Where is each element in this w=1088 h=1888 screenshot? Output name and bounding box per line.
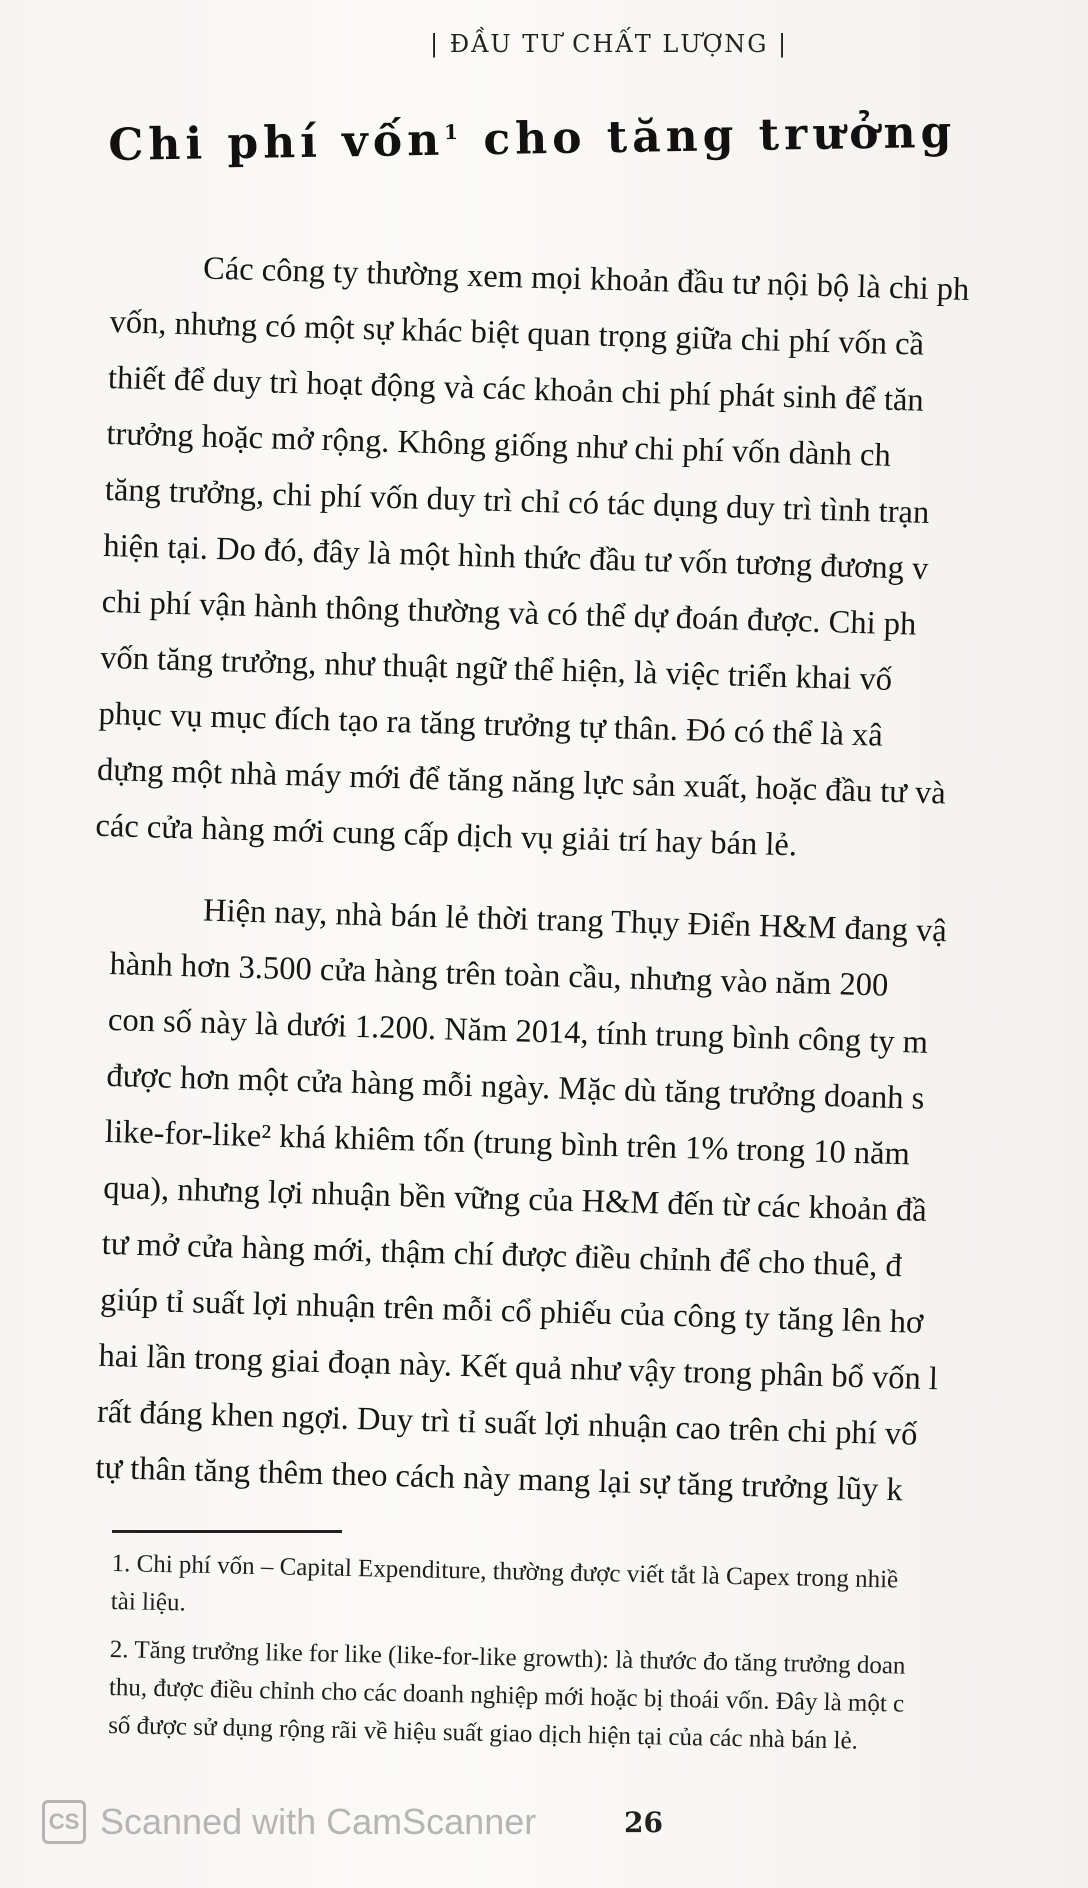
text-line: like-for-like² khá khiêm tốn (trung bình trên 1% trong 10 năm bbox=[104, 1113, 911, 1173]
chapter-title-rest: cho tăng trưởng bbox=[462, 106, 957, 166]
text-line: chi phí vận hành thông thường và có thể dự đoán được. Chi ph bbox=[101, 583, 917, 643]
watermark-text: Scanned with CamScanner bbox=[100, 1801, 537, 1842]
chapter-title-text: Chi phí vốn bbox=[108, 114, 445, 171]
text-line: tư mở cửa hàng mới, thậm chí được điều chỉnh để cho thuê, đ bbox=[101, 1225, 903, 1285]
paragraph-2 bbox=[95, 880, 1082, 1523]
footnote-1 bbox=[110, 1545, 1088, 1642]
page-number: 26 bbox=[624, 1806, 663, 1839]
footnotes bbox=[108, 1545, 1088, 1775]
text-line: thiết để duy trì hoạt động và các khoản chi phí phát sinh để tăn bbox=[107, 359, 925, 419]
text-line: vốn tăng trưởng, như thuật ngữ thể hiện, là việc triển khai vố bbox=[99, 639, 893, 698]
footnote-line: thu, được điều chỉnh cho các doanh nghiệp mới hoặc bị thoái vốn. Đây là một c bbox=[108, 1673, 905, 1718]
text-line: Các công ty thường xem mọi khoản đầu tư nội bộ là chi ph bbox=[202, 250, 970, 308]
paragraph-1 bbox=[95, 238, 1082, 881]
text-line: tăng trưởng, chi phí vốn duy trì chỉ có tác dụng duy trì tình trạn bbox=[104, 471, 930, 531]
text-line: trưởng hoặc mở rộng. Không giống như chi phí vốn dành ch bbox=[106, 415, 892, 474]
chapter-title bbox=[108, 106, 1009, 171]
text-line: hành hơn 3.500 cửa hàng trên toàn cầu, nhưng vào năm 200 bbox=[109, 945, 889, 1004]
text-line: các cửa hàng mới cung cấp dịch vụ giải trí hay bán lẻ. bbox=[95, 807, 798, 864]
footnote-divider bbox=[112, 1530, 342, 1533]
text-line: phục vụ mục đích tạo ra tăng trưởng tự thân. Đó có thể là xâ bbox=[98, 695, 884, 754]
footnote-line: 1. Chi phí vốn – Capital Expenditure, thường được viết tắt là Capex trong nhiề bbox=[111, 1549, 899, 1594]
text-line: dựng một nhà máy mới để tăng năng lực sản xuất, hoặc đầu tư và bbox=[96, 751, 947, 812]
text-line: hai lần trong giai đoạn này. Kết quả như vậy trong phân bổ vốn l bbox=[98, 1337, 939, 1398]
text-line: vốn, nhưng có một sự khác biệt quan trọng giữa chi phí vốn cầ bbox=[109, 303, 925, 363]
footnote-line: số được sử dụng rộng rãi về hiệu suất giao dịch hiện tại của các nhà bán lẻ. bbox=[107, 1711, 859, 1755]
text-line: được hơn một cửa hàng mỗi ngày. Mặc dù tăng trưởng doanh s bbox=[106, 1057, 925, 1117]
text-line: rất đáng khen ngợi. Duy trì tỉ suất lợi nhuận cao trên chi phí vố bbox=[96, 1393, 918, 1453]
footnote-line: tài liệu. bbox=[110, 1587, 187, 1617]
text-line: tự thân tăng thêm theo cách này mang lại sự tăng trưởng lũy k bbox=[95, 1449, 904, 1509]
text-line: Hiện nay, nhà bán lẻ thời trang Thụy Điển H&M đang vậ bbox=[202, 892, 948, 950]
text-line: giúp tỉ suất lợi nhuận trên mỗi cổ phiếu của công ty tăng lên hơ bbox=[99, 1281, 924, 1341]
camscanner-watermark bbox=[42, 1800, 536, 1844]
camscanner-logo-icon: CS bbox=[42, 1800, 86, 1844]
text-line: qua), nhưng lợi nhuận bền vững của H&M đến từ các khoản đầ bbox=[102, 1169, 928, 1229]
running-head: | ĐẦU TƯ CHẤT LƯỢNG | bbox=[430, 30, 789, 58]
text-line: con số này là dưới 1.200. Năm 2014, tính trung bình công ty m bbox=[107, 1001, 929, 1061]
text-line: hiện tại. Do đó, đây là một hình thức đầu tư vốn tương đương v bbox=[102, 527, 929, 587]
footnote-line: 2. Tăng trưởng like for like (like-for-like growth): là thước đo tăng trưởng doan bbox=[109, 1635, 906, 1680]
footnote-ref-1: 1 bbox=[443, 119, 464, 145]
footnote-2 bbox=[108, 1631, 1088, 1765]
